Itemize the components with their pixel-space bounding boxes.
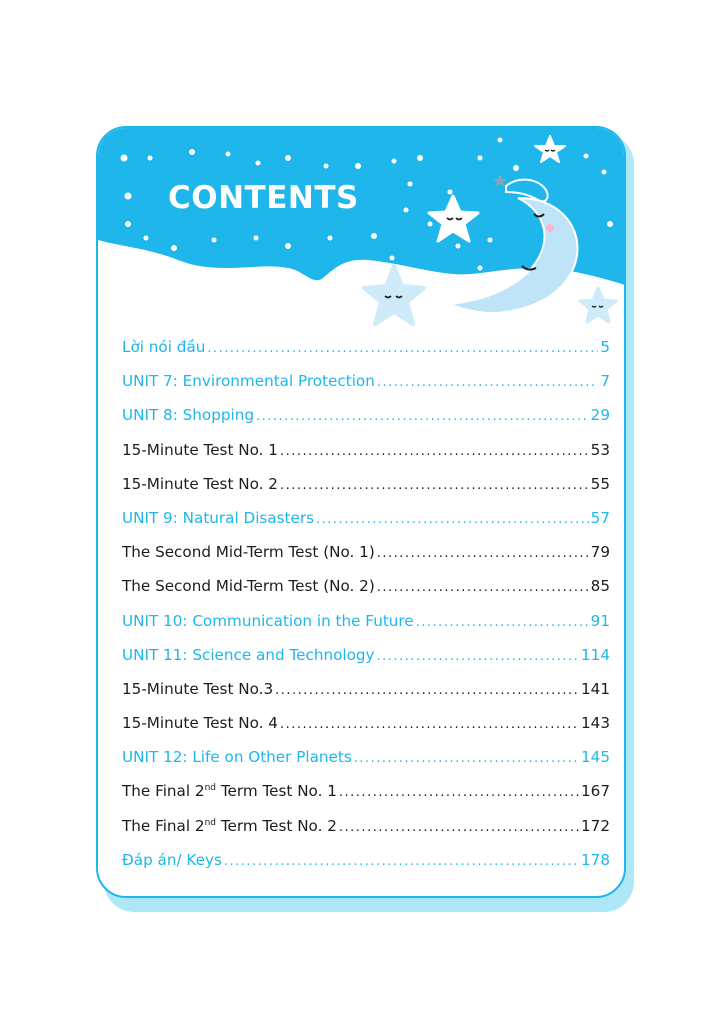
toc-entry-label-text: The Second Mid-Term Test (No. 2) (122, 577, 375, 596)
dot-leader (377, 649, 579, 664)
toc-entry-label (122, 748, 352, 766)
header-banner (98, 128, 626, 358)
toc-entry-label (122, 406, 254, 424)
sleeping-star-icon (580, 288, 616, 322)
page-title: CONTENTS (168, 180, 359, 216)
ordinal-suffix: nd (204, 783, 216, 794)
toc-entry-label (122, 612, 414, 630)
toc-entry-label-rest: Term Test No. 2 (216, 816, 337, 835)
toc-entry-page: 178 (581, 850, 610, 869)
table-of-contents (122, 338, 610, 885)
toc-entry-label (122, 680, 273, 698)
toc-entry-label-text: 15-Minute Test No. 4 (122, 714, 278, 733)
dot-leader (377, 580, 589, 595)
toc-entry[interactable] (122, 646, 610, 680)
toc-entry-label (122, 577, 375, 595)
toc-entry[interactable] (122, 372, 610, 406)
toc-entry-page: 167 (581, 782, 610, 801)
toc-entry-page: 7 (600, 372, 610, 391)
sleeping-star-icon (364, 266, 424, 324)
toc-entry[interactable] (122, 817, 610, 851)
dot-leader (207, 341, 598, 356)
dot-leader (377, 546, 589, 561)
dot-leader (377, 375, 598, 390)
dot-leader (339, 785, 579, 800)
toc-entry[interactable] (122, 782, 610, 816)
dot-leader (280, 478, 589, 493)
toc-entry-page: 53 (590, 440, 610, 459)
toc-entry-page: 5 (600, 338, 610, 356)
toc-entry-label-text: UNIT 10: Communication in the Future (122, 611, 414, 630)
toc-entry-page: 141 (581, 679, 610, 698)
toc-entry-page: 143 (581, 714, 610, 733)
toc-entry-page: 145 (581, 748, 610, 767)
dot-leader (339, 820, 579, 835)
toc-entry[interactable] (122, 577, 610, 611)
toc-entry-label-text: UNIT 7: Environmental Protection (122, 372, 375, 391)
dot-leader (316, 512, 589, 527)
toc-entry[interactable] (122, 441, 610, 475)
toc-entry-page: 79 (590, 543, 610, 562)
toc-entry-label (122, 509, 314, 527)
toc-entry-label-text: 15-Minute Test No.3 (122, 679, 274, 698)
dot-leader (416, 615, 589, 630)
toc-entry-label (122, 441, 278, 459)
toc-entry-page: 91 (590, 611, 610, 630)
toc-entry-label-rest: Term Test No. 1 (216, 782, 337, 801)
dot-leader (256, 409, 589, 424)
toc-entry-label-text: UNIT 9: Natural Disasters (122, 508, 315, 527)
toc-entry[interactable] (122, 714, 610, 748)
toc-entry-label-text: 15-Minute Test No. 1 (122, 440, 278, 459)
toc-entry-label-text: UNIT 12: Life on Other Planets (122, 748, 352, 767)
toc-entry-page: 29 (590, 406, 610, 425)
toc-entry-label-text: The Final 2 (122, 816, 205, 835)
toc-entry-label (122, 338, 205, 356)
toc-entry[interactable] (122, 851, 610, 885)
toc-entry-label-text: 15-Minute Test No. 2 (122, 474, 278, 493)
toc-entry[interactable] (122, 612, 610, 646)
toc-entry-label-text: UNIT 11: Science and Technology (122, 645, 375, 664)
toc-entry[interactable] (122, 748, 610, 782)
toc-entry-label-text: The Second Mid-Term Test (No. 1) (122, 543, 375, 562)
toc-entry-label (122, 817, 337, 835)
toc-entry-label (122, 782, 337, 800)
dot-leader (224, 854, 579, 869)
toc-entry[interactable] (122, 338, 610, 372)
toc-entry-label (122, 851, 222, 869)
toc-entry-label (122, 475, 278, 493)
toc-entry[interactable] (122, 406, 610, 440)
toc-entry-label-text: Lời nói đầu (122, 338, 206, 356)
toc-entry[interactable] (122, 680, 610, 714)
toc-entry[interactable] (122, 509, 610, 543)
toc-entry-label (122, 714, 278, 732)
toc-entry-page: 57 (590, 508, 610, 527)
contents-card (96, 126, 626, 898)
toc-entry-page: 172 (581, 816, 610, 835)
dot-leader (280, 444, 589, 459)
toc-entry-page: 85 (590, 577, 610, 596)
toc-entry[interactable] (122, 475, 610, 509)
ordinal-suffix: nd (204, 817, 216, 828)
toc-entry-label (122, 646, 375, 664)
toc-entry-label-text: The Final 2 (122, 782, 205, 801)
toc-entry-page: 55 (590, 474, 610, 493)
toc-entry-label-text: Đáp án/ Keys (122, 850, 222, 869)
toc-entry-label (122, 372, 375, 390)
dot-leader (275, 683, 579, 698)
dot-leader (354, 751, 579, 766)
toc-entry-label-text: UNIT 8: Shopping (122, 406, 254, 425)
toc-entry[interactable] (122, 543, 610, 577)
dot-leader (280, 717, 579, 732)
toc-entry-label (122, 543, 375, 561)
toc-entry-page: 114 (581, 645, 610, 664)
